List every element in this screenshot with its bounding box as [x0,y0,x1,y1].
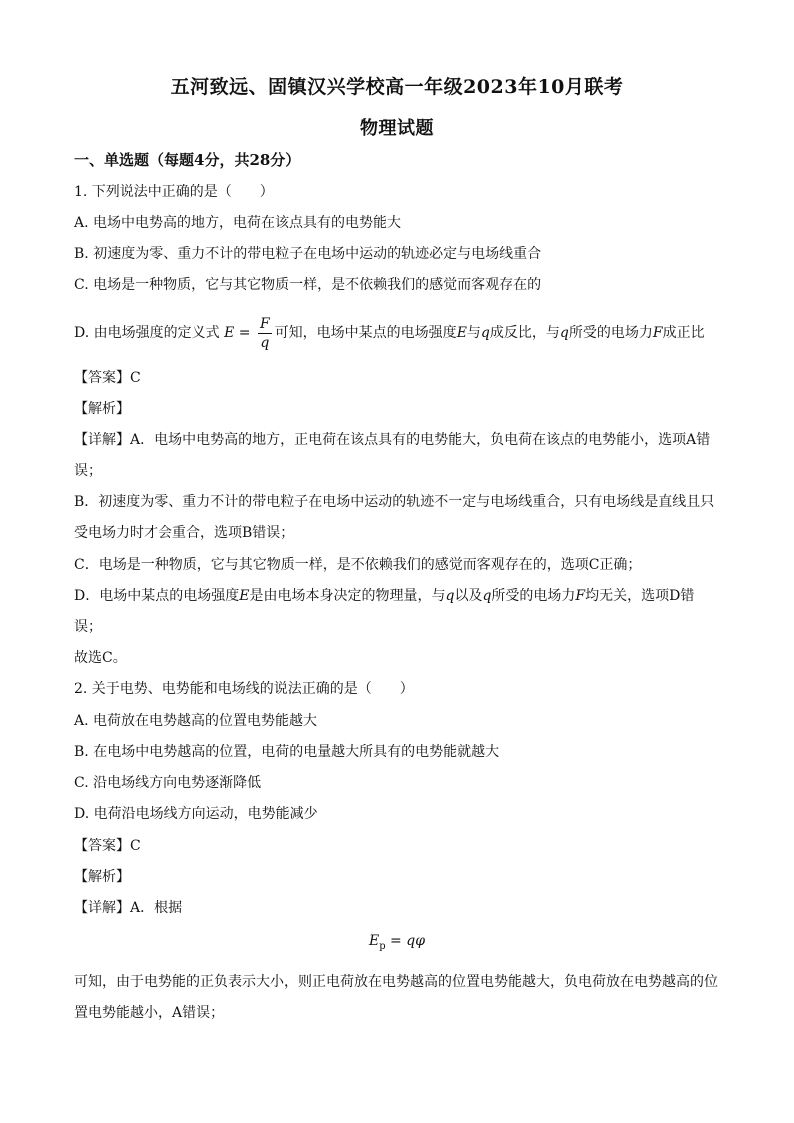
q1-option-d-equals: = [238,325,251,341]
q1-detail6-e: E [239,588,250,604]
q1-detail6-a: D．电场中某点的电场强度 [74,588,240,604]
q1-option-d-mid3: 成反比，与 [489,325,560,341]
exam-subtitle: 物理试题 [360,118,434,139]
q1-stem: 1. 下列说法中正确的是（ ） [74,184,274,200]
q2-answer-value: C [130,838,141,854]
q1-detail6-b: 是由电场本身决定的物理量，与 [249,588,446,604]
q2-equation [0,933,794,952]
q1-fraction-denominator: q [260,334,270,351]
q2-equation-e: E [368,933,380,949]
q1-option-d-q1: q [480,325,490,341]
q1-option-d-mid4: 所受的电场力 [568,325,653,341]
q2-equation-rest: = qφ [385,933,426,949]
q2-detail-line-1: 【详解】A．根据 [74,900,183,916]
q2-detail-line-3: 置电势能越小，A错误； [74,1005,225,1021]
q2-option-d: D. 电荷沿电场线方向运动，电势能减少 [74,806,318,822]
q1-answer-label: 【答案】 [74,370,130,386]
q1-detail-line-4: 受电场力时才会重合，选项B错误； [74,525,295,541]
q2-equation-sub: p [379,940,386,952]
q1-detail-line-3: B．初速度为零、重力不计的带电粒子在电场中运动的轨迹不一定与电场线重合，只有电场线是直线且只 [74,494,715,510]
q1-option-a: A. 电场中电势高的地方，电荷在该点具有的电势能大 [74,215,402,231]
q2-detail-line-2: 可知，由于电势能的正负表示大小，则正电荷放在电势越高的位置电势能越大，负电荷放在电势越高的位 [74,974,718,990]
q2-option-b: B. 在电场中电势越高的位置，电荷的电量越大所具有的电势能就越大 [74,744,500,760]
q2-answer-label: 【答案】 [74,838,130,854]
section-heading: 一、单选题（每题4分，共28分） [74,151,301,169]
q1-analysis-label: 【解析】 [74,401,130,417]
q1-fraction-numerator: F [259,315,270,332]
q1-option-d-prefix: D. 由电场强度的定义式 [74,325,220,341]
q1-answer [74,368,141,388]
q2-stem: 2. 关于电势、电势能和电场线的说法正确的是（ ） [74,681,414,697]
q1-option-d [74,313,705,353]
q1-option-d-mid2: 与 [466,325,481,341]
q1-detail6-d: 所受的电场力 [491,588,576,604]
q2-answer [74,836,141,856]
q1-detail6-c: 以及 [454,588,483,604]
q1-detail6-q2: q [482,588,492,604]
q1-option-d-f: F [652,325,663,341]
q1-option-d-mid1: 可知，电场中某点的电场强度 [274,325,457,341]
q1-detail-line-2: 误； [74,463,102,479]
exam-title: 五河致远、固镇汉兴学校高一年级2023年10月联考 [170,76,624,98]
q1-option-b: B. 初速度为零、重力不计的带电粒子在电场中运动的轨迹必定与电场线重合 [74,246,542,262]
q1-option-d-fraction [258,315,272,352]
q2-option-c: C. 沿电场线方向电势逐渐降低 [74,775,262,791]
q1-detail-line-5: C．电场是一种物质，它与其它物质一样，是不依赖我们的感觉而客观存在的，选项C正确； [74,557,642,573]
q1-detail6-q1: q [445,588,455,604]
q1-detail6-f: F [575,588,586,604]
q1-detail-line-7: 误； [74,619,102,635]
q1-detail6-e-tail: 均无关，选项D错 [585,588,695,604]
q1-option-c: C. 电场是一种物质，它与其它物质一样，是不依赖我们的感觉而客观存在的 [74,277,542,293]
q1-detail-line-6 [74,586,694,606]
q1-answer-value: C [130,370,141,386]
q2-option-a: A. 电荷放在电势越高的位置电势能越大 [74,713,318,729]
q1-option-d-e-symbol: E [224,325,235,341]
q1-detail-line-8: 故选C。 [74,650,127,666]
q2-analysis-label: 【解析】 [74,869,130,885]
q1-option-d-e2: E [456,325,467,341]
q1-option-d-end: 成正比 [662,325,705,341]
q1-detail-line-1: 【详解】A．电场中电势高的地方，正电荷在该点具有的电势能大，负电荷在该点的电势能小，选项A错 [74,432,711,448]
q1-option-d-q2: q [559,325,569,341]
